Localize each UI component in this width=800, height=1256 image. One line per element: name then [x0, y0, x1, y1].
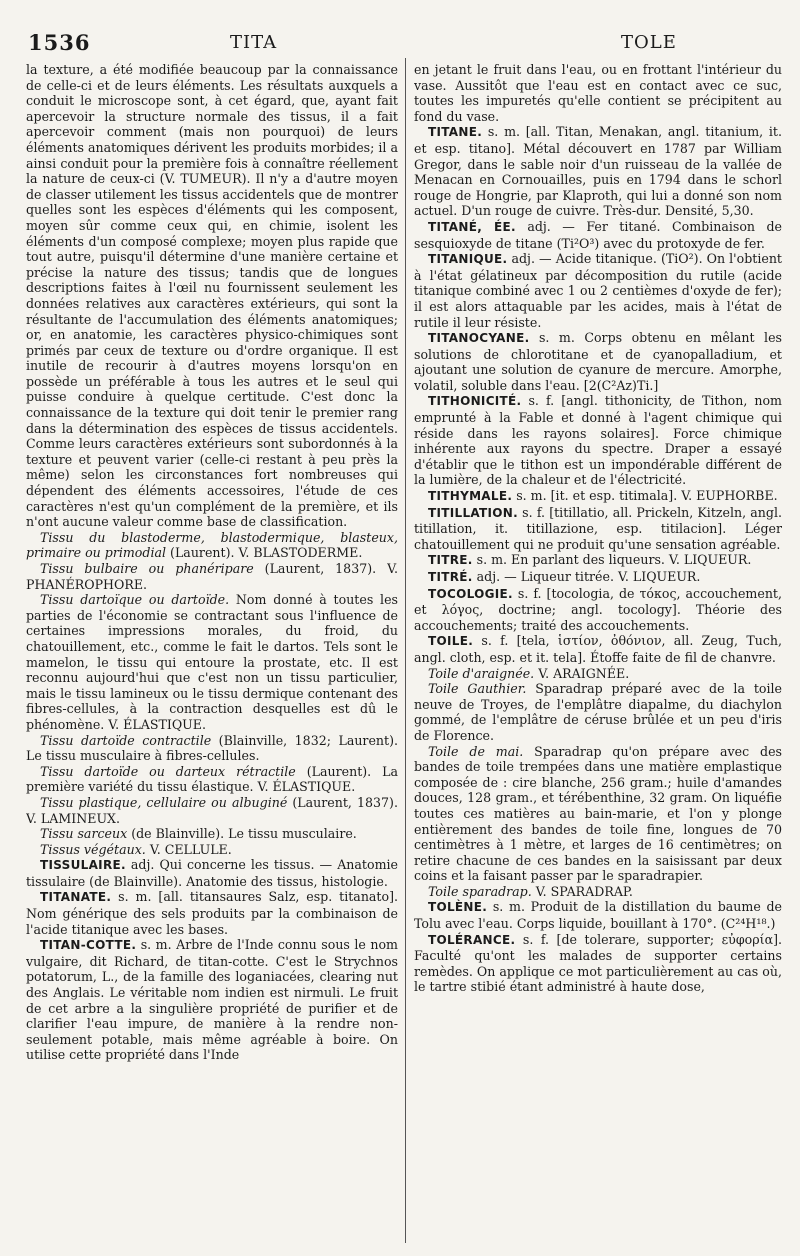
sub-entry: [26, 561, 398, 592]
sub-entry-definition: (Laurent, 1837). V. PHANÉROPHORE.: [26, 561, 398, 592]
entry-headword: TISSULAIRE.: [40, 858, 126, 873]
sub-entry-term: Tissu dartoïque ou dartoïde.: [40, 592, 230, 608]
entry-definition: s. m. En parlant des liqueurs. V. LIQUEUR.: [472, 552, 752, 568]
continued-text: en jetant le fruit dans l'eau, ou en frottant l'intérieur du vase. Aussitôt que l'eau est en contact avec ce suc, toutes les impuretés qu'elle contient se précipitent au fond du vase.: [414, 62, 782, 124]
entry-headword: TOCOLOGIE.: [428, 586, 513, 601]
continued-text: la texture, a été modifiée beaucoup par la connaissance de celle-ci et de leurs éléments. Les résultats auxquels a conduit le microscope sont, à cet égard, que, ayant fait apercevoir la structure normale des tissus, il a fait apercevoir comment (mais non pourquoi) de leurs éléments anatomiques dérivent les produits morbides; il a ainsi conduit pour la première fois à connaître réellement la nature de ceux-ci (V. TUMEUR). Il n'y a d'autre moyen de classer utilement les tissus accidentels que de montrer quelles sont les espèces d'éléments qui les composent, moyen sûr comme ceux qui, en chimie, isolent les éléments d'un composé complexe; moyen plus rapide que tout autre, puisqu'il détermine d'une manière certaine et précise la nature des tissus; tandis que de longues descriptions faites à l'œil nu fournissent seulement les données relatives aux caractères extérieurs, qui sont la résultante de l'accumulation des éléments anatomiques; or, en anatomie, les caractères physico-chimiques sont primés par ceux de texture ou d'ordre organique. Il est inutile de recourir à d'autres moyens lorsqu'on en possède un préférable à tous les autres et le seul qui puisse conduire à quelque certitude. C'est donc la connaissance de la texture qui doit tenir le premier rang dans la détermination des espèces de tissus accidentels. Comme leurs caractères extérieurs sont subordonnés à la texture et peuvent varier (celle-ci restant à peu près la même) selon les circonstances fort nombreuses qui dépendent des éléments accessoires, l'étude de ces caractères n'est qu'un complément de la première, et ils n'ont aucune valeur comme base de classification.: [26, 62, 398, 530]
entry-headword: TITANÉ, ÉE.: [428, 219, 516, 234]
sub-entry: [26, 795, 398, 826]
entry-headword: TITRE.: [428, 553, 473, 568]
sub-entry: [26, 530, 398, 561]
sub-entry-term: Toile de mai.: [428, 743, 524, 759]
entry-headword: TITHYMALE.: [428, 489, 513, 504]
entry-headword: TITILLATION.: [428, 505, 519, 520]
sub-entry-definition: V. CELLULE.: [145, 841, 232, 857]
sub-entry-term: Tissu sarceux: [40, 826, 128, 842]
dictionary-entry: [414, 569, 782, 586]
entry-headword: TITANATE.: [40, 890, 112, 905]
sub-entry-definition: Sparadrap qu'on prépare avec des bandes de toile trempées dans une matière emplastique composée de : cire blanche, 256 gram.; huile d'amandes douces, 128 gram., et térébenthine, 32 gram. On liquéfie toutes ces matières au bain-marie, et l'on y plonge entièrement des bandes de toile fine, longues de 70 centimètres à 1 mètre, et larges de 16 centimètres; on retire chacune de ces bandes en la saisissant par deux coins et la faisant passer par le sparadrapier.: [414, 743, 782, 884]
dictionary-entry: [414, 330, 782, 393]
sub-entry-definition: Nom donné à toutes les parties de l'économie se contractant sous l'influence de certaines impressions morales, du froid, du chatouillement, etc., comme le fait le dartos. Tels sont le mamelon, le tissu qui entoure la prostate, etc. Il est reconnu aujourd'hui que c'est non un tissu particulier, mais le tissu lamineux ou le tissu dermique contenant des fibres-cellules, à la contraction desquelles est dû le phénomène. V. ÉLASTIQUE.: [26, 592, 398, 732]
dictionary-entry: [414, 899, 782, 931]
entry-headword: TITANIQUE.: [428, 252, 508, 267]
entry-headword: TITHONICITÉ.: [428, 394, 522, 409]
dictionary-entry: [26, 937, 398, 1063]
left-guide-word: TITA: [230, 32, 278, 53]
page-number: 1536: [28, 30, 91, 55]
entry-definition: s. m. [it. et esp. titimala]. V. EUPHORBE.: [512, 488, 778, 504]
entry-headword: TITRÉ.: [428, 570, 473, 584]
sub-entry: [414, 884, 782, 900]
entry-definition: s. f. [tela, ἱστίον, ὀθόνιον, all. Zeug, Tuch, angl. cloth, esp. et it. tela]. Étoffe faite de fil de chanvre.: [414, 633, 782, 665]
entry-definition: s. f. [titillatio, all. Prickeln, Kitzeln, angl. titillation, it. titillazione, esp. titilacion]. Léger chatouillement qui ne produit qu'une sensation agréable.: [414, 504, 782, 552]
sub-entry-definition: V. ARAIGNÉE.: [534, 665, 630, 681]
left-column: [26, 62, 398, 1247]
sub-entry-definition: (Laurent). La première variété du tissu élastique. V. ÉLASTIQUE.: [26, 763, 398, 795]
entry-headword: TOLÉRANCE.: [428, 932, 516, 947]
entry-headword: TITAN-COTTE.: [40, 938, 137, 953]
sub-entry: [26, 764, 398, 795]
entry-definition: s. m. [all. Titan, Menakan, angl. titanium, it. et esp. titano]. Métal découvert en 1787 par William Gregor, dans le sable noir d'un ruisseau de la vallée de Menacan en Cornouailles, puis en 1794 dans le schorl rouge de Hongrie, par Klaproth, qui lui a donné son nom actuel. D'un rouge de cuivre. Très-dur. Densité, 5,30.: [414, 124, 782, 219]
right-column: [414, 62, 782, 1247]
entry-definition: s. f. [tocologia, de τόκος, accouchement, et λόγος, doctrine; angl. tocology]. Théorie des accouchements; traité des accouchements.: [414, 585, 782, 633]
sub-entry-term: Toile Gauthier.: [428, 681, 527, 697]
entry-headword: TOILE.: [428, 634, 474, 649]
dictionary-entry: [26, 889, 398, 937]
sub-entry-term: Toile d'araignée.: [428, 665, 535, 681]
sub-entry-term: Tissus végétaux.: [40, 841, 146, 857]
sub-entry-term: Tissu dartoïde ou darteux rétractile: [40, 763, 296, 779]
sub-entry-definition: (de Blainville). Le tissu musculaire.: [127, 826, 357, 842]
sub-entry: [26, 733, 398, 764]
entry-definition: s. f. [de tolerare, supporter; εὐφορία]. Faculté qu'ont les malades de supporter certains remèdes. On applique ce mot particulièrement au cas où, le tartre stibié étant administré à haute dose,: [414, 931, 782, 995]
sub-entry: [26, 842, 398, 858]
column-divider: [405, 58, 406, 1243]
dictionary-entry: [414, 932, 782, 995]
right-guide-word: TOLE: [621, 32, 677, 53]
entry-definition: adj. — Liqueur titrée. V. LIQUEUR.: [472, 569, 701, 584]
sub-entry-definition: (Laurent, 1837). V. LAMINEUX.: [26, 794, 398, 826]
entry-headword: TITANOCYANE.: [428, 331, 530, 346]
dictionary-entry: [414, 251, 782, 330]
dictionary-entry: [414, 633, 782, 665]
dictionary-entry: [414, 219, 782, 251]
sub-entry-definition: V. SPARADRAP.: [531, 883, 633, 899]
dictionary-entry: [26, 857, 398, 889]
entry-definition: s. m. Corps obtenu en mêlant les solutions de chlorotitane et de cyanopalladium, et ajoutant une solution de cyanure de mercure. Amorphe, volatil, soluble dans l'eau. [2(C²Az)Ti.]: [414, 330, 782, 393]
entry-definition: adj. Qui concerne les tissus. — Anatomie tissulaire (de Blainville). Anatomie des tissus, histologie.: [26, 857, 398, 889]
dictionary-entry: [414, 393, 782, 488]
sub-entry-term: Tissu bulbaire ou phanéripare: [40, 561, 254, 576]
dictionary-entry: [414, 552, 782, 569]
dictionary-entry: [414, 586, 782, 634]
sub-entry-term: Toile sparadrap.: [428, 883, 532, 899]
dictionary-entry: [414, 124, 782, 219]
sub-entry-definition: Sparadrap préparé avec de la toile neuve de Troyes, de l'emplâtre diapalme, du diachylon gommé, de l'emplâtre de céruse brûlée et un peu d'iris de Florence.: [414, 681, 782, 743]
dictionary-entry: [414, 505, 782, 553]
sub-entry-term: Tissu dartoïde contractile: [40, 732, 212, 748]
entry-definition: adj. — Fer titané. Combinaison de sesquioxyde de titane (Ti²O³) avec du protoxyde de fer.: [414, 218, 782, 251]
sub-entry: [414, 744, 782, 884]
entry-definition: adj. — Acide titanique. (TiO²). On l'obtient à l'état gélatineux par décomposition du rutile (acide titanique combiné avec 1 ou 2 centièmes d'oxyde de fer); il est alors attaquable par les acides, mais à l'état de rutile il leur résiste.: [414, 251, 782, 330]
sub-entry: [26, 592, 398, 732]
entry-headword: TOLÈNE.: [428, 900, 488, 915]
running-header: [28, 30, 780, 56]
sub-entry-term: Tissu plastique, cellulaire ou albuginé: [40, 794, 288, 810]
entry-definition: s. m. Arbre de l'Inde connu sous le nom vulgaire, dit Richard, de titan-cotte. C'est le Strychnos potatorum, L., de la famille des loganiacées, clearing nut des Anglais. Le véritable nom indien est nirmuli. Le fruit de cet arbre a la singulière propriété de purifier et de clarifier l'eau impure, de manière à la rendre non-seulement potable, mais même agréable à boire. On utilise cette propriété dans l'Inde: [26, 937, 398, 1063]
sub-entry: [414, 681, 782, 743]
sub-entry-definition: (Laurent). V. BLASTODERME.: [166, 545, 363, 561]
entry-definition: s. m. [all. titansaures Salz, esp. titanato]. Nom générique des sels produits par la combinaison de l'acide titanique avec les bases.: [26, 889, 398, 937]
sub-entry-term: Tissu du blastoderme, blastodermique, blasteux, primaire ou primodial: [26, 529, 398, 561]
entry-definition: s. f. [angl. tithonicity, de Tithon, nom emprunté à la Fable et donné à l'agent chimique qui réside dans les rayons solaires]. Force chimique inhérente aux rayons du spectre. Draper a essayé d'établir que le tithon est un impondérable différent de la lumière, de la chaleur et de l'électricité.: [414, 393, 782, 488]
entry-headword: TITANE.: [428, 125, 483, 140]
dictionary-entry: [414, 488, 782, 505]
sub-entry: [414, 666, 782, 682]
sub-entry-definition: (Blainville, 1832; Laurent). Le tissu musculaire à fibres-cellules.: [26, 732, 398, 764]
sub-entry: [26, 826, 398, 842]
entry-definition: s. m. Produit de la distillation du baume de Tolu avec l'eau. Corps liquide, bouillant à 170°. (C²⁴H¹⁸.): [414, 899, 782, 932]
